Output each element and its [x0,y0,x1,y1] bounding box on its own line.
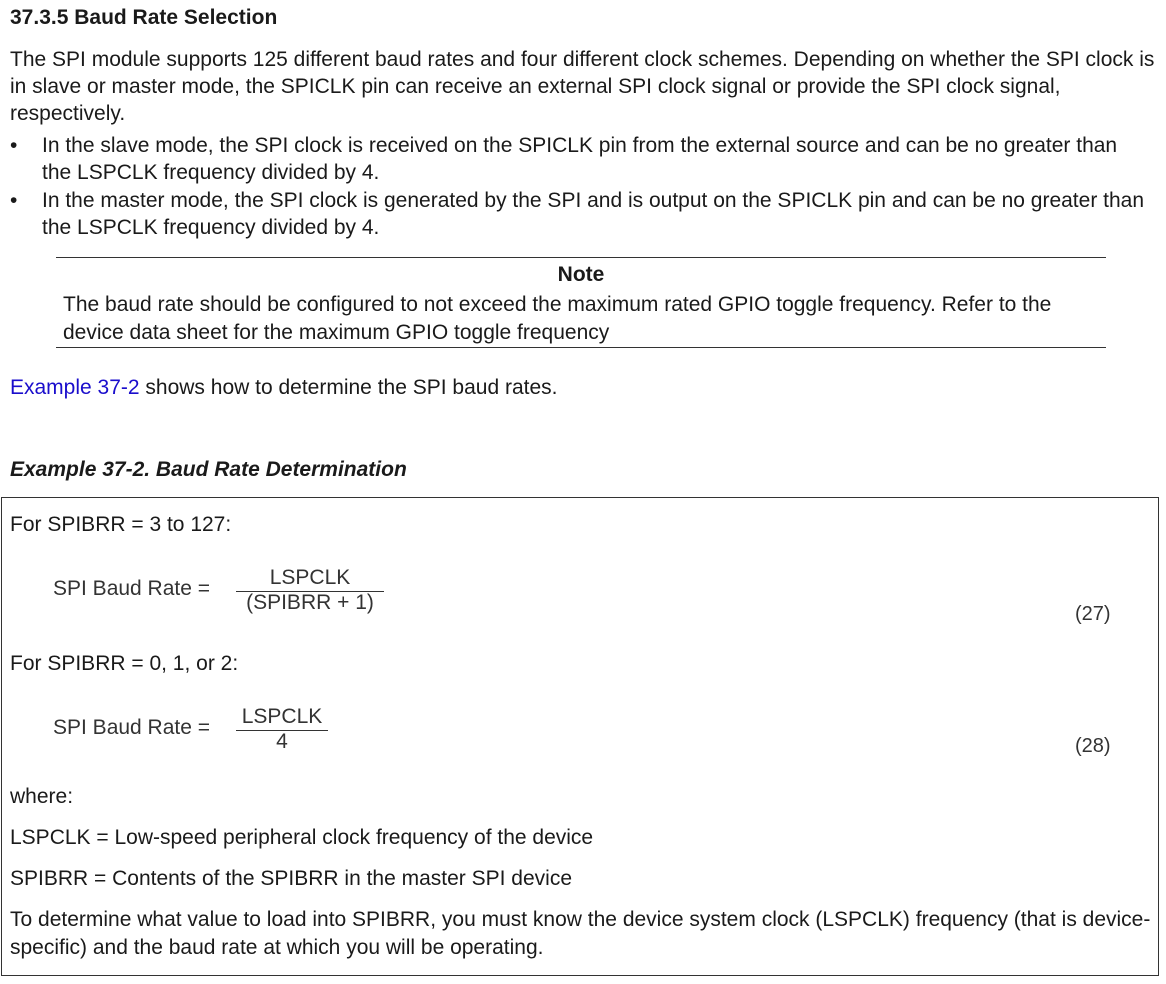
eq1-denominator: (SPIBRR + 1) [246,591,374,614]
closing-paragraph: To determine what value to load into SPIBRR, you must know the device system clock (LSPCLK) frequency (that is device-specific) and the baud rate at which you will be operating. [10,908,1151,959]
bullet-dot: • [10,189,18,212]
bullet-dot: • [10,134,18,157]
note-text: The baud rate should be configured to not exceed the maximum rated GPIO toggle frequency. Refer to the device data sheet for the maximum GPIO toggle frequency [63,293,1052,344]
example-link[interactable]: Example 37-2 [10,376,140,399]
definition-lspclk: LSPCLK = Low-speed peripheral clock frequency of the device [10,826,594,849]
bullet-text: In the master mode, the SPI clock is generated by the SPI and is output on the SPICLK pin and can be no greater than the LSPCLK frequency divided by 4. [42,189,1145,239]
eq1-lhs: SPI Baud Rate = [53,577,211,600]
definition-spibrr: SPIBRR = Contents of the SPIBRR in the master SPI device [10,867,573,890]
eq2-lhs: SPI Baud Rate = [53,716,211,739]
note-title: Note [557,263,605,286]
eq2-number: (28) [1075,735,1111,757]
intro-paragraph: The SPI module supports 125 different baud rates and four different clock schemes. Depending on whether the SPI clock is in slave or master mode, the SPICLK pin can receive an external SPI clock signal or provide the SPI clock signal, respectively. [10,48,1155,125]
eq1-number: (27) [1075,603,1111,625]
eq1-fraction [236,566,384,614]
eq2-fraction [236,705,328,753]
case2-label: For SPIBRR = 0, 1, or 2: [10,652,239,675]
eq1-numerator: LSPCLK [236,566,384,592]
section-heading: 37.3.5 Baud Rate Selection [10,6,278,29]
example-box [1,497,1159,976]
bullet-text: In the slave mode, the SPI clock is received on the SPICLK pin from the external source and can be no greater than the LSPCLK frequency divided by 4. [42,134,1118,184]
reference-text: shows how to determine the SPI baud rates. [139,376,558,399]
note-box [56,257,1106,348]
where-label: where: [10,785,74,808]
eq2-denominator: 4 [276,730,288,753]
example-title: Example 37-2. Baud Rate Determination [10,458,407,481]
case1-label: For SPIBRR = 3 to 127: [10,513,232,536]
eq2-numerator: LSPCLK [236,705,328,731]
example-reference-line [10,376,557,400]
